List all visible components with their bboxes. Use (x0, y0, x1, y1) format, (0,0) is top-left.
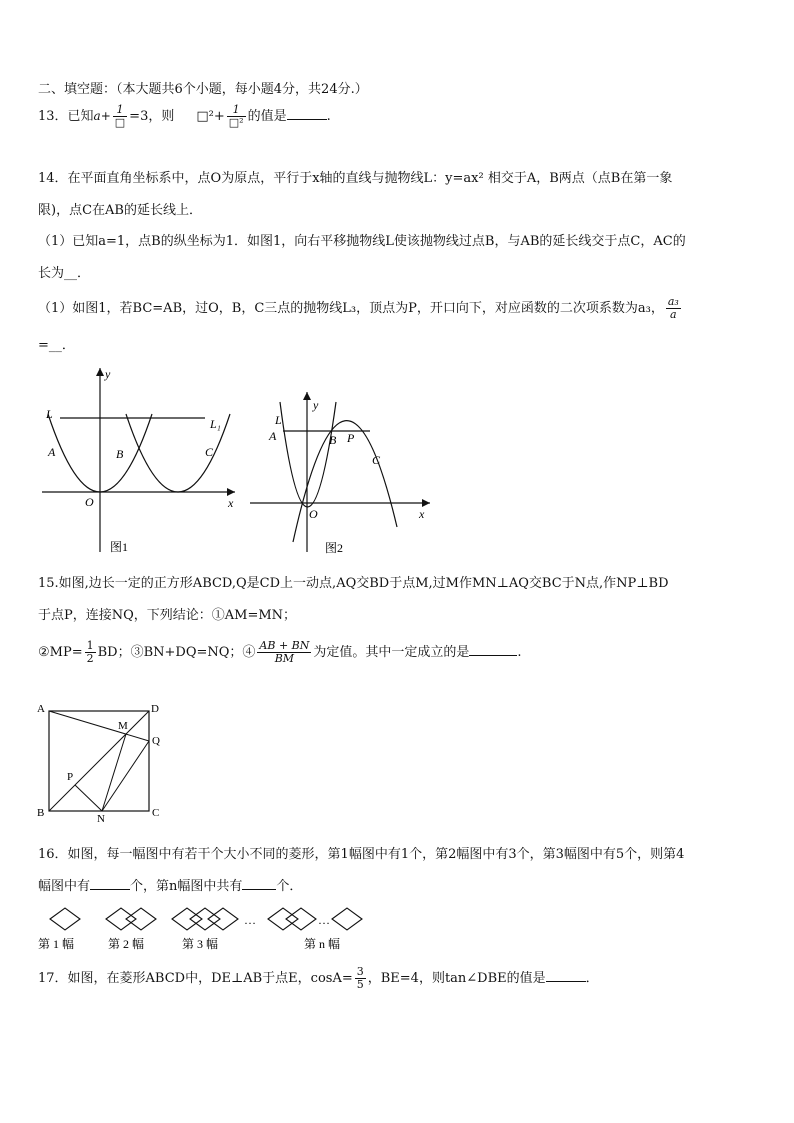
q15-end: . (517, 645, 522, 660)
fig1-label-O: O (85, 495, 94, 509)
q17-frac-num: 3 (356, 965, 364, 978)
fig1-x-arrow (227, 488, 235, 496)
fig1-label-A: A (48, 445, 56, 459)
q16-label-1: 第 1 幅 (38, 937, 75, 951)
q14-line-1: 14．在平面直角坐标系中，点O为原点，平行于x轴的直线与抛物线L：y=ax² 相交于A，B两点（点B在第一象 (38, 171, 673, 186)
q17-cos-fraction (355, 966, 366, 991)
q14-line-4: 长为__． (38, 266, 91, 281)
q14-frac-num: a₃ (667, 295, 679, 308)
q17-end: ． (585, 971, 599, 986)
q16-dots-2: … (318, 913, 330, 927)
q13-frac1-den: □ (114, 116, 126, 129)
q17-lead: 17．如图，在菱形ABCD中，DE⊥AB于点E，cosA= (38, 971, 353, 986)
sq-label-D: D (151, 703, 159, 715)
rhombus-na (268, 908, 298, 930)
q15-half-num: 1 (86, 639, 94, 652)
sq-label-N: N (97, 813, 105, 823)
fig2-parabola-L3 (293, 421, 397, 542)
fig2-label-B: B (329, 433, 337, 447)
fig2-label-C: C (372, 453, 381, 467)
q14-frac-den: a (670, 308, 677, 321)
sq-label-Q: Q (152, 735, 160, 747)
fig1-label-B: B (116, 447, 124, 461)
q15-line-2: 于点P，连接NQ，下列结论：①AM=MN； (38, 608, 297, 623)
fig2-label-L: L (275, 413, 282, 427)
sq-label-A: A (37, 703, 45, 715)
q16-line2a: 幅图中有 (38, 879, 91, 894)
rhombus-1 (50, 908, 80, 930)
rhombus-3b (190, 908, 220, 930)
fig1-label-y: y (105, 367, 111, 381)
fig1-y-arrow (96, 368, 104, 376)
q14-ratio-fraction (666, 296, 681, 321)
sq-label-C: C (152, 807, 160, 819)
fig1-label-C: C (205, 445, 214, 459)
q15-frac-num: AB + BN (259, 639, 310, 652)
q13-sq-expr: □² (196, 109, 214, 124)
q16-line2c: 个． (276, 879, 303, 894)
q16-line-2 (38, 875, 302, 894)
q15-line-3 (38, 640, 522, 665)
section-header: 二、填空题：（本大题共6个小题，每小题4分，共24分.） (38, 82, 368, 97)
q16-line2b: 个，第n幅图中共有 (130, 879, 243, 894)
q17-frac-den: 5 (356, 978, 364, 991)
q15-square-figure (34, 698, 174, 823)
rhombus-3a (172, 908, 202, 930)
fig2-parabola-L (280, 402, 336, 507)
question-13 (38, 104, 331, 129)
q14-line-2: 限)，点C在AB的延长线上． (38, 203, 202, 218)
q16-label-n: 第 n 幅 (304, 937, 341, 951)
fig2-label-O: O (309, 507, 318, 521)
q13-a-plus: a+ (93, 109, 111, 123)
fig1-label-x: x (228, 496, 234, 510)
q13-lead: 13．已知 (38, 109, 94, 124)
q16-dots-1: … (244, 913, 256, 927)
q14-line-5 (38, 296, 683, 321)
q13-answer-blank[interactable] (287, 107, 327, 120)
sq-label-P: P (67, 771, 74, 783)
sq-label-M: M (118, 720, 128, 732)
q13-frac2-num: 1 (227, 104, 246, 117)
q15-ratio-fraction (257, 640, 311, 665)
q16-label-3: 第 3 幅 (182, 937, 219, 951)
q13-frac1-num: 1 (113, 104, 127, 117)
q13-tail: 的值是 (247, 109, 287, 124)
rhombus-nc (332, 908, 362, 930)
q14-line-5-text: （1）如图1，若BC=AB，过O，B，C三点的抛物线L₃，顶点为P，开口向下，对应函数的二次项系数为a₃， (38, 301, 664, 316)
question-17 (38, 966, 599, 991)
q14-line-6: =__． (38, 338, 75, 353)
q13-plus: + (213, 109, 225, 124)
rhombus-2a (106, 908, 136, 930)
q13-fraction-1 (113, 104, 127, 129)
q15-part2c: 为定值。其中一定成立的是 (313, 645, 470, 660)
q15-frac-den: BM (274, 652, 295, 665)
fig1-label-L: L (46, 407, 53, 421)
fig2-x-arrow (422, 499, 430, 507)
q15-part2a: ②MP= (38, 645, 83, 660)
fig1-caption: 图1 (110, 540, 129, 554)
rhombus-nb (286, 908, 316, 930)
q15-half-fraction (85, 640, 96, 665)
q13-end: . (326, 109, 331, 124)
fig2-label-x: x (419, 507, 425, 521)
q17-answer-blank[interactable] (546, 969, 586, 982)
q16-rhombus-figure (34, 902, 366, 952)
q13-fraction-2 (227, 104, 246, 129)
q13-frac2-den: □² (228, 116, 244, 129)
fig1-label-L1: L₁ (210, 417, 221, 431)
fig2-label-A: A (269, 429, 277, 443)
q14-figure-2 (245, 362, 440, 557)
fig2-caption: 图2 (325, 541, 344, 555)
q13-eq: =3，则 (129, 109, 175, 124)
fig2-y-arrow (303, 392, 311, 400)
q15-line-1: 15.如图,边长一定的正方形ABCD,Q是CD上一动点,AQ交BD于点M,过M作MN⊥AQ交BC于N点,作NP⊥BD (38, 576, 669, 591)
q16-answer-blank-2[interactable] (242, 877, 276, 890)
q16-line-1: 16．如图，每一幅图中有若干个大小不同的菱形，第1幅图中有1个，第2幅图中有3个，第3幅图中有5个，则第4 (38, 847, 685, 862)
q17-mid: ，BE=4，则tan∠DBE的值是 (367, 971, 546, 986)
rhombus-2b (126, 908, 156, 930)
q16-label-2: 第 2 幅 (108, 937, 145, 951)
q15-part2b: BD；③BN+DQ=NQ；④ (97, 645, 256, 660)
rhombus-3c (208, 908, 238, 930)
segment-NP (75, 785, 102, 811)
q14-figure-1 (30, 362, 240, 557)
q16-answer-blank-1[interactable] (90, 877, 130, 890)
q14-line-3: （1）已知a=1，点B的纵坐标为1．如图1，向右平移抛物线L使该抛物线过点B，与AB的延长线交于点C，AC的 (38, 234, 686, 249)
sq-label-B: B (37, 807, 45, 819)
fig2-label-y: y (313, 398, 319, 412)
q15-answer-blank[interactable] (469, 643, 517, 656)
fig2-label-P: P (347, 431, 355, 445)
q15-half-den: 2 (86, 652, 94, 665)
